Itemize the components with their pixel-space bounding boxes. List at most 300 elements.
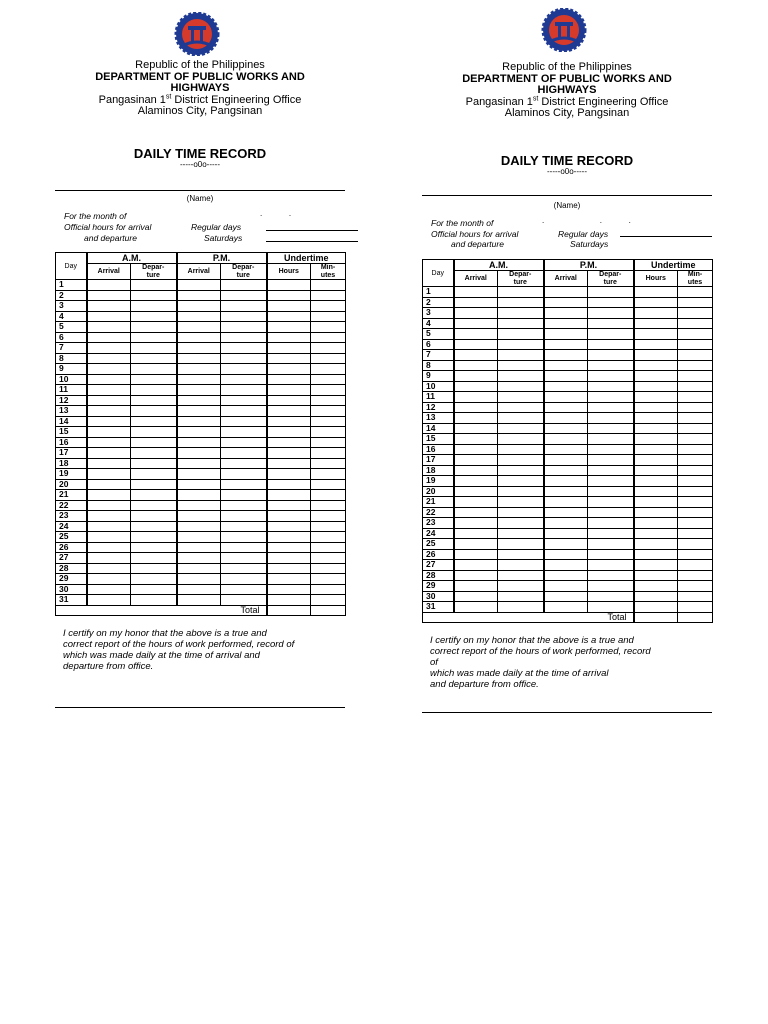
pm-arrival-cell[interactable]: [544, 381, 588, 392]
undertime-minutes-cell[interactable]: [678, 476, 713, 487]
pm-arrival-cell[interactable]: [177, 563, 221, 574]
undertime-minutes-cell[interactable]: [678, 528, 713, 539]
am-arrival-cell[interactable]: [87, 479, 131, 490]
undertime-minutes-cell[interactable]: [678, 465, 713, 476]
undertime-minutes-cell[interactable]: [678, 402, 713, 413]
undertime-minutes-cell[interactable]: [311, 406, 346, 417]
pm-departure-cell[interactable]: [588, 465, 634, 476]
am-arrival-cell[interactable]: [87, 584, 131, 595]
pm-departure-cell[interactable]: [588, 549, 634, 560]
am-arrival-cell[interactable]: [87, 290, 131, 301]
am-departure-cell[interactable]: [498, 297, 544, 308]
undertime-minutes-cell[interactable]: [678, 423, 713, 434]
am-departure-cell[interactable]: [498, 402, 544, 413]
am-departure-cell[interactable]: [131, 353, 177, 364]
undertime-minutes-cell[interactable]: [678, 413, 713, 424]
undertime-minutes-cell[interactable]: [678, 350, 713, 361]
pm-arrival-cell[interactable]: [544, 423, 588, 434]
pm-departure-cell[interactable]: [588, 371, 634, 382]
pm-arrival-cell[interactable]: [177, 280, 221, 291]
am-arrival-cell[interactable]: [454, 413, 498, 424]
am-departure-cell[interactable]: [131, 511, 177, 522]
pm-departure-cell[interactable]: [221, 574, 267, 585]
am-arrival-cell[interactable]: [87, 595, 131, 606]
undertime-minutes-cell[interactable]: [311, 353, 346, 364]
undertime-minutes-cell[interactable]: [678, 444, 713, 455]
pm-departure-cell[interactable]: [588, 402, 634, 413]
pm-departure-cell[interactable]: [221, 500, 267, 511]
undertime-hours-cell[interactable]: [267, 311, 311, 322]
pm-arrival-cell[interactable]: [544, 455, 588, 466]
am-departure-cell[interactable]: [498, 413, 544, 424]
am-departure-cell[interactable]: [498, 549, 544, 560]
undertime-hours-cell[interactable]: [267, 595, 311, 606]
undertime-hours-cell[interactable]: [267, 458, 311, 469]
pm-arrival-cell[interactable]: [177, 322, 221, 333]
undertime-hours-cell[interactable]: [634, 455, 678, 466]
undertime-minutes-cell[interactable]: [311, 290, 346, 301]
am-departure-cell[interactable]: [498, 591, 544, 602]
am-departure-cell[interactable]: [498, 329, 544, 340]
am-arrival-cell[interactable]: [87, 353, 131, 364]
undertime-minutes-cell[interactable]: [678, 581, 713, 592]
undertime-minutes-cell[interactable]: [678, 318, 713, 329]
pm-departure-cell[interactable]: [221, 332, 267, 343]
pm-departure-cell[interactable]: [221, 427, 267, 438]
undertime-hours-cell[interactable]: [634, 318, 678, 329]
pm-arrival-cell[interactable]: [544, 602, 588, 613]
undertime-minutes-cell[interactable]: [311, 532, 346, 543]
am-departure-cell[interactable]: [498, 465, 544, 476]
undertime-hours-cell[interactable]: [634, 581, 678, 592]
undertime-minutes-cell[interactable]: [311, 395, 346, 406]
undertime-hours-cell[interactable]: [267, 406, 311, 417]
am-departure-cell[interactable]: [131, 364, 177, 375]
am-departure-cell[interactable]: [131, 280, 177, 291]
pm-arrival-cell[interactable]: [177, 553, 221, 564]
am-departure-cell[interactable]: [498, 392, 544, 403]
pm-arrival-cell[interactable]: [177, 574, 221, 585]
am-departure-cell[interactable]: [498, 497, 544, 508]
am-departure-cell[interactable]: [498, 581, 544, 592]
undertime-minutes-cell[interactable]: [311, 332, 346, 343]
pm-arrival-cell[interactable]: [177, 532, 221, 543]
am-arrival-cell[interactable]: [87, 311, 131, 322]
pm-arrival-cell[interactable]: [544, 476, 588, 487]
pm-departure-cell[interactable]: [588, 360, 634, 371]
undertime-hours-cell[interactable]: [634, 539, 678, 550]
am-arrival-cell[interactable]: [454, 444, 498, 455]
am-departure-cell[interactable]: [498, 560, 544, 571]
undertime-minutes-cell[interactable]: [311, 416, 346, 427]
am-departure-cell[interactable]: [498, 287, 544, 298]
am-arrival-cell[interactable]: [454, 518, 498, 529]
undertime-minutes-cell[interactable]: [678, 434, 713, 445]
undertime-hours-cell[interactable]: [267, 374, 311, 385]
am-arrival-cell[interactable]: [87, 416, 131, 427]
undertime-minutes-cell[interactable]: [311, 374, 346, 385]
pm-arrival-cell[interactable]: [544, 434, 588, 445]
undertime-hours-cell[interactable]: [267, 479, 311, 490]
am-arrival-cell[interactable]: [454, 581, 498, 592]
am-arrival-cell[interactable]: [454, 371, 498, 382]
am-arrival-cell[interactable]: [454, 402, 498, 413]
undertime-minutes-cell[interactable]: [311, 343, 346, 354]
undertime-hours-cell[interactable]: [267, 500, 311, 511]
am-arrival-cell[interactable]: [87, 332, 131, 343]
total-minutes-cell[interactable]: [678, 612, 713, 623]
am-departure-cell[interactable]: [498, 444, 544, 455]
pm-arrival-cell[interactable]: [544, 518, 588, 529]
undertime-minutes-cell[interactable]: [678, 497, 713, 508]
undertime-hours-cell[interactable]: [267, 584, 311, 595]
pm-departure-cell[interactable]: [221, 521, 267, 532]
undertime-minutes-cell[interactable]: [311, 542, 346, 553]
undertime-minutes-cell[interactable]: [311, 511, 346, 522]
pm-arrival-cell[interactable]: [544, 591, 588, 602]
undertime-hours-cell[interactable]: [267, 280, 311, 291]
undertime-hours-cell[interactable]: [267, 490, 311, 501]
undertime-hours-cell[interactable]: [634, 549, 678, 560]
pm-arrival-cell[interactable]: [544, 465, 588, 476]
am-departure-cell[interactable]: [498, 423, 544, 434]
pm-arrival-cell[interactable]: [544, 539, 588, 550]
undertime-minutes-cell[interactable]: [678, 381, 713, 392]
pm-arrival-cell[interactable]: [177, 406, 221, 417]
am-departure-cell[interactable]: [131, 437, 177, 448]
undertime-minutes-cell[interactable]: [678, 297, 713, 308]
undertime-hours-cell[interactable]: [267, 332, 311, 343]
am-departure-cell[interactable]: [131, 479, 177, 490]
undertime-minutes-cell[interactable]: [678, 549, 713, 560]
undertime-minutes-cell[interactable]: [678, 371, 713, 382]
undertime-hours-cell[interactable]: [267, 301, 311, 312]
pm-arrival-cell[interactable]: [177, 448, 221, 459]
undertime-hours-cell[interactable]: [634, 560, 678, 571]
pm-arrival-cell[interactable]: [177, 290, 221, 301]
undertime-minutes-cell[interactable]: [311, 469, 346, 480]
pm-departure-cell[interactable]: [221, 353, 267, 364]
pm-departure-cell[interactable]: [588, 339, 634, 350]
pm-arrival-cell[interactable]: [177, 511, 221, 522]
pm-departure-cell[interactable]: [221, 532, 267, 543]
pm-departure-cell[interactable]: [588, 570, 634, 581]
undertime-hours-cell[interactable]: [634, 308, 678, 319]
pm-arrival-cell[interactable]: [544, 371, 588, 382]
pm-departure-cell[interactable]: [221, 385, 267, 396]
am-arrival-cell[interactable]: [87, 532, 131, 543]
am-departure-cell[interactable]: [131, 406, 177, 417]
pm-departure-cell[interactable]: [221, 280, 267, 291]
pm-arrival-cell[interactable]: [544, 444, 588, 455]
am-arrival-cell[interactable]: [454, 381, 498, 392]
undertime-hours-cell[interactable]: [634, 518, 678, 529]
undertime-hours-cell[interactable]: [634, 297, 678, 308]
pm-departure-cell[interactable]: [588, 560, 634, 571]
am-departure-cell[interactable]: [498, 318, 544, 329]
pm-arrival-cell[interactable]: [177, 374, 221, 385]
pm-arrival-cell[interactable]: [544, 413, 588, 424]
pm-departure-cell[interactable]: [588, 350, 634, 361]
pm-arrival-cell[interactable]: [177, 364, 221, 375]
am-arrival-cell[interactable]: [454, 329, 498, 340]
undertime-hours-cell[interactable]: [634, 339, 678, 350]
pm-departure-cell[interactable]: [221, 511, 267, 522]
am-departure-cell[interactable]: [131, 311, 177, 322]
undertime-hours-cell[interactable]: [267, 343, 311, 354]
undertime-minutes-cell[interactable]: [311, 385, 346, 396]
undertime-minutes-cell[interactable]: [311, 280, 346, 291]
am-arrival-cell[interactable]: [454, 497, 498, 508]
undertime-hours-cell[interactable]: [267, 353, 311, 364]
am-departure-cell[interactable]: [498, 507, 544, 518]
am-departure-cell[interactable]: [131, 595, 177, 606]
total-hours-cell[interactable]: [267, 605, 311, 616]
am-arrival-cell[interactable]: [454, 476, 498, 487]
undertime-hours-cell[interactable]: [267, 521, 311, 532]
am-arrival-cell[interactable]: [87, 469, 131, 480]
pm-arrival-cell[interactable]: [177, 469, 221, 480]
pm-departure-cell[interactable]: [588, 497, 634, 508]
undertime-hours-cell[interactable]: [267, 416, 311, 427]
am-arrival-cell[interactable]: [454, 423, 498, 434]
undertime-minutes-cell[interactable]: [678, 570, 713, 581]
pm-departure-cell[interactable]: [221, 595, 267, 606]
pm-arrival-cell[interactable]: [544, 560, 588, 571]
am-arrival-cell[interactable]: [454, 308, 498, 319]
undertime-hours-cell[interactable]: [267, 437, 311, 448]
pm-departure-cell[interactable]: [221, 301, 267, 312]
am-arrival-cell[interactable]: [454, 539, 498, 550]
undertime-minutes-cell[interactable]: [311, 311, 346, 322]
am-arrival-cell[interactable]: [454, 339, 498, 350]
undertime-minutes-cell[interactable]: [678, 518, 713, 529]
am-arrival-cell[interactable]: [87, 458, 131, 469]
am-departure-cell[interactable]: [131, 416, 177, 427]
pm-departure-cell[interactable]: [588, 423, 634, 434]
undertime-minutes-cell[interactable]: [311, 437, 346, 448]
am-departure-cell[interactable]: [131, 301, 177, 312]
am-arrival-cell[interactable]: [454, 549, 498, 560]
undertime-hours-cell[interactable]: [267, 322, 311, 333]
pm-arrival-cell[interactable]: [544, 528, 588, 539]
pm-arrival-cell[interactable]: [544, 318, 588, 329]
pm-arrival-cell[interactable]: [177, 437, 221, 448]
undertime-hours-cell[interactable]: [634, 486, 678, 497]
undertime-hours-cell[interactable]: [267, 469, 311, 480]
pm-departure-cell[interactable]: [221, 479, 267, 490]
undertime-hours-cell[interactable]: [267, 542, 311, 553]
pm-arrival-cell[interactable]: [544, 570, 588, 581]
am-arrival-cell[interactable]: [87, 521, 131, 532]
pm-arrival-cell[interactable]: [544, 308, 588, 319]
am-departure-cell[interactable]: [498, 570, 544, 581]
am-departure-cell[interactable]: [498, 360, 544, 371]
pm-arrival-cell[interactable]: [544, 287, 588, 298]
am-arrival-cell[interactable]: [454, 392, 498, 403]
undertime-hours-cell[interactable]: [634, 476, 678, 487]
undertime-minutes-cell[interactable]: [311, 448, 346, 459]
undertime-hours-cell[interactable]: [634, 287, 678, 298]
am-arrival-cell[interactable]: [87, 511, 131, 522]
am-departure-cell[interactable]: [131, 500, 177, 511]
pm-departure-cell[interactable]: [588, 518, 634, 529]
am-arrival-cell[interactable]: [454, 465, 498, 476]
pm-departure-cell[interactable]: [588, 287, 634, 298]
undertime-minutes-cell[interactable]: [311, 563, 346, 574]
pm-departure-cell[interactable]: [221, 448, 267, 459]
am-arrival-cell[interactable]: [454, 528, 498, 539]
pm-departure-cell[interactable]: [221, 406, 267, 417]
am-departure-cell[interactable]: [498, 476, 544, 487]
total-minutes-cell[interactable]: [311, 605, 346, 616]
am-arrival-cell[interactable]: [454, 570, 498, 581]
pm-departure-cell[interactable]: [588, 297, 634, 308]
am-arrival-cell[interactable]: [87, 574, 131, 585]
undertime-hours-cell[interactable]: [634, 497, 678, 508]
undertime-minutes-cell[interactable]: [678, 329, 713, 340]
undertime-hours-cell[interactable]: [267, 532, 311, 543]
undertime-hours-cell[interactable]: [267, 385, 311, 396]
undertime-minutes-cell[interactable]: [678, 591, 713, 602]
pm-arrival-cell[interactable]: [177, 353, 221, 364]
am-departure-cell[interactable]: [131, 542, 177, 553]
am-departure-cell[interactable]: [498, 528, 544, 539]
undertime-hours-cell[interactable]: [634, 381, 678, 392]
pm-departure-cell[interactable]: [588, 507, 634, 518]
am-departure-cell[interactable]: [131, 322, 177, 333]
am-departure-cell[interactable]: [498, 339, 544, 350]
am-arrival-cell[interactable]: [87, 343, 131, 354]
am-arrival-cell[interactable]: [87, 563, 131, 574]
am-arrival-cell[interactable]: [454, 360, 498, 371]
undertime-minutes-cell[interactable]: [678, 539, 713, 550]
am-arrival-cell[interactable]: [87, 406, 131, 417]
pm-departure-cell[interactable]: [588, 476, 634, 487]
pm-departure-cell[interactable]: [221, 437, 267, 448]
undertime-minutes-cell[interactable]: [678, 360, 713, 371]
pm-departure-cell[interactable]: [221, 374, 267, 385]
pm-departure-cell[interactable]: [588, 413, 634, 424]
undertime-minutes-cell[interactable]: [311, 458, 346, 469]
pm-arrival-cell[interactable]: [544, 350, 588, 361]
am-departure-cell[interactable]: [131, 385, 177, 396]
undertime-hours-cell[interactable]: [634, 591, 678, 602]
undertime-minutes-cell[interactable]: [678, 455, 713, 466]
am-arrival-cell[interactable]: [454, 602, 498, 613]
pm-departure-cell[interactable]: [588, 486, 634, 497]
undertime-hours-cell[interactable]: [634, 528, 678, 539]
pm-arrival-cell[interactable]: [544, 507, 588, 518]
am-arrival-cell[interactable]: [87, 448, 131, 459]
undertime-minutes-cell[interactable]: [678, 308, 713, 319]
undertime-minutes-cell[interactable]: [311, 521, 346, 532]
am-arrival-cell[interactable]: [87, 490, 131, 501]
am-departure-cell[interactable]: [498, 539, 544, 550]
am-departure-cell[interactable]: [131, 448, 177, 459]
undertime-minutes-cell[interactable]: [311, 427, 346, 438]
undertime-minutes-cell[interactable]: [311, 500, 346, 511]
pm-departure-cell[interactable]: [588, 308, 634, 319]
pm-departure-cell[interactable]: [221, 490, 267, 501]
pm-departure-cell[interactable]: [221, 311, 267, 322]
pm-departure-cell[interactable]: [221, 416, 267, 427]
pm-arrival-cell[interactable]: [544, 549, 588, 560]
pm-arrival-cell[interactable]: [177, 500, 221, 511]
am-departure-cell[interactable]: [131, 574, 177, 585]
pm-arrival-cell[interactable]: [544, 581, 588, 592]
pm-departure-cell[interactable]: [221, 563, 267, 574]
am-departure-cell[interactable]: [498, 371, 544, 382]
undertime-minutes-cell[interactable]: [678, 560, 713, 571]
am-departure-cell[interactable]: [131, 395, 177, 406]
am-departure-cell[interactable]: [498, 602, 544, 613]
undertime-hours-cell[interactable]: [634, 371, 678, 382]
undertime-hours-cell[interactable]: [267, 511, 311, 522]
pm-departure-cell[interactable]: [221, 542, 267, 553]
pm-departure-cell[interactable]: [588, 434, 634, 445]
undertime-minutes-cell[interactable]: [678, 507, 713, 518]
pm-arrival-cell[interactable]: [177, 385, 221, 396]
am-departure-cell[interactable]: [498, 486, 544, 497]
am-departure-cell[interactable]: [498, 518, 544, 529]
am-departure-cell[interactable]: [131, 458, 177, 469]
am-arrival-cell[interactable]: [454, 455, 498, 466]
undertime-hours-cell[interactable]: [267, 563, 311, 574]
pm-departure-cell[interactable]: [588, 581, 634, 592]
pm-departure-cell[interactable]: [588, 528, 634, 539]
pm-arrival-cell[interactable]: [177, 490, 221, 501]
undertime-hours-cell[interactable]: [267, 427, 311, 438]
undertime-minutes-cell[interactable]: [311, 322, 346, 333]
am-departure-cell[interactable]: [131, 290, 177, 301]
pm-departure-cell[interactable]: [221, 553, 267, 564]
am-departure-cell[interactable]: [131, 584, 177, 595]
pm-arrival-cell[interactable]: [177, 479, 221, 490]
pm-arrival-cell[interactable]: [177, 311, 221, 322]
pm-departure-cell[interactable]: [588, 591, 634, 602]
undertime-hours-cell[interactable]: [267, 290, 311, 301]
am-arrival-cell[interactable]: [87, 280, 131, 291]
am-arrival-cell[interactable]: [87, 553, 131, 564]
pm-arrival-cell[interactable]: [177, 521, 221, 532]
pm-departure-cell[interactable]: [588, 539, 634, 550]
pm-departure-cell[interactable]: [588, 381, 634, 392]
pm-arrival-cell[interactable]: [177, 343, 221, 354]
am-departure-cell[interactable]: [131, 332, 177, 343]
undertime-hours-cell[interactable]: [634, 392, 678, 403]
undertime-minutes-cell[interactable]: [311, 301, 346, 312]
undertime-hours-cell[interactable]: [634, 413, 678, 424]
am-departure-cell[interactable]: [131, 427, 177, 438]
am-departure-cell[interactable]: [498, 308, 544, 319]
undertime-minutes-cell[interactable]: [678, 392, 713, 403]
pm-departure-cell[interactable]: [221, 322, 267, 333]
undertime-hours-cell[interactable]: [267, 448, 311, 459]
pm-arrival-cell[interactable]: [544, 339, 588, 350]
pm-departure-cell[interactable]: [221, 458, 267, 469]
am-arrival-cell[interactable]: [87, 385, 131, 396]
pm-departure-cell[interactable]: [221, 290, 267, 301]
pm-departure-cell[interactable]: [221, 364, 267, 375]
undertime-hours-cell[interactable]: [634, 350, 678, 361]
pm-arrival-cell[interactable]: [177, 542, 221, 553]
undertime-hours-cell[interactable]: [634, 507, 678, 518]
am-departure-cell[interactable]: [131, 563, 177, 574]
am-arrival-cell[interactable]: [87, 500, 131, 511]
am-arrival-cell[interactable]: [454, 434, 498, 445]
pm-arrival-cell[interactable]: [177, 458, 221, 469]
